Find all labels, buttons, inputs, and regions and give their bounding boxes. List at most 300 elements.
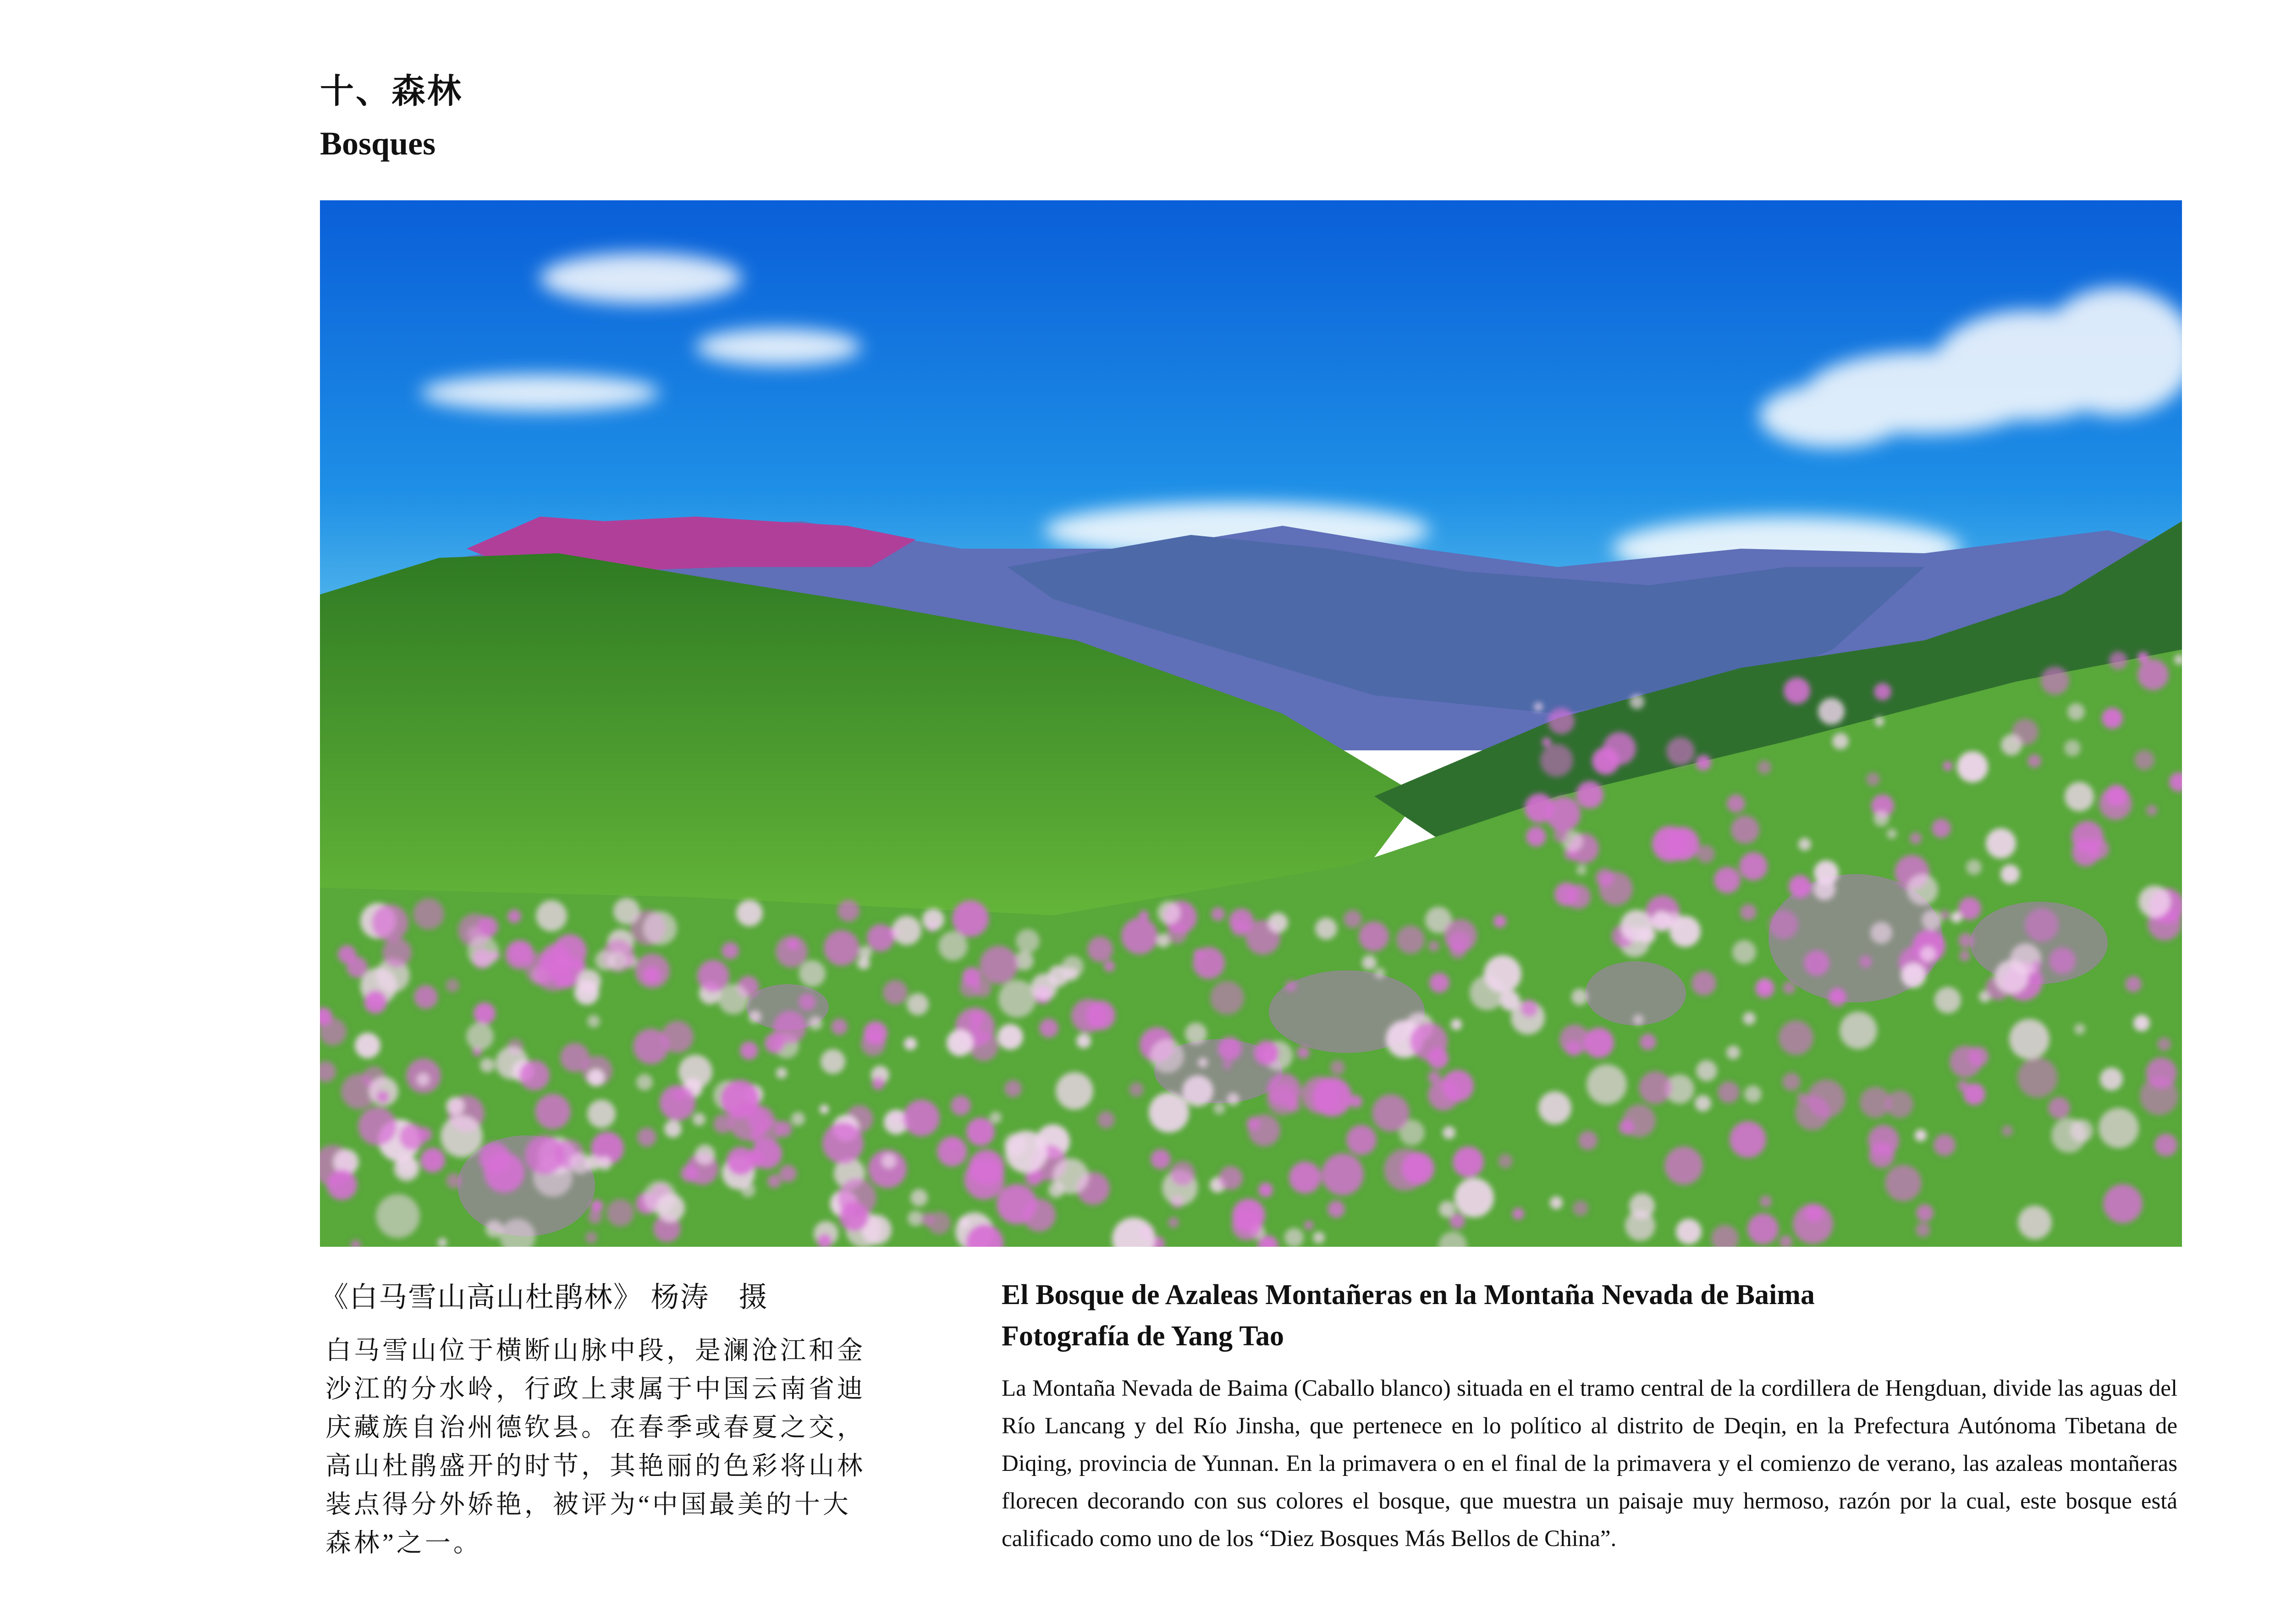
azalea-blossom [749,1010,761,1023]
azalea-blossom [480,1058,495,1073]
azalea-blossom [2072,839,2099,866]
azalea-blossom [951,1096,971,1116]
azalea-blossom [1779,1020,1813,1055]
azalea-blossom [1493,915,1506,928]
caption-title-chinese: 《白马雪山高山杜鹃林》 杨涛 摄 [320,1282,768,1313]
azalea-blossom [1268,913,1288,933]
azalea-blossom [1031,974,1058,1000]
azalea-blossom [2009,1019,2050,1059]
azalea-blossom [1374,968,1385,979]
azalea-blossom [635,953,670,988]
azalea-blossom [2133,1015,2150,1031]
azalea-blossom [1958,933,1974,948]
azalea-blossom [1548,708,1575,734]
azalea-blossom [1870,922,1892,944]
azalea-blossom [1521,1000,1538,1017]
azalea-blossom [397,1156,417,1176]
azalea-blossom [2000,864,2020,884]
azalea-blossom [779,1165,797,1182]
azalea-blossom [2138,886,2171,918]
azalea-blossom [1267,1084,1298,1115]
azalea-blossom [1633,1014,1644,1025]
azalea-blossom [585,1155,601,1171]
azalea-blossom [821,1049,845,1074]
azalea-blossom [588,1210,602,1224]
azalea-blossom [1149,1092,1189,1133]
azalea-blossom [1439,1201,1455,1217]
azalea-blossom [2157,1037,2171,1051]
azalea-blossom [2067,703,2085,721]
azalea-blossom [466,1023,494,1050]
azalea-blossom [1874,683,1891,700]
azalea-blossom [1718,1081,1740,1103]
azalea-blossom [1951,912,1962,923]
azalea-blossom [1744,1085,1762,1103]
azalea-blossom [831,1018,848,1035]
azalea-blossom [997,1184,1037,1224]
azalea-blossom [1920,946,1936,962]
azalea-blossom [892,916,921,945]
azalea-blossom [822,1123,864,1164]
caption-body-spanish: La Montaña Nevada de Baima (Caballo blanco) situada en el tramo central de la cordillera de Hengduan, divide las aguas del Río Lancang y del Río Jinsha, que pertenece en lo político al distrito de Deqin, en la Prefectura Autónoma Tibetana de Diqing, provincia de Yunnan. En la primavera o en el final de la primavera y el comienzo de verano, las azaleas montañeras florecen decorando con sus colores el bosque, que muestra un paisaje muy hermoso, razón por la cual, este bosque está calificado como uno de los “Diez Bosques Más Bellos de China”. [1002,1376,2177,1552]
azalea-blossom [820,1105,829,1114]
azalea-blossom [1297,1046,1310,1059]
azalea-blossom [535,953,573,991]
azalea-blossom [1907,874,1938,905]
azalea-mountain-landscape [320,200,2182,1247]
azalea-blossom [1887,829,1897,839]
azalea-blossom [872,1077,885,1090]
azalea-blossom [1401,1152,1434,1185]
azalea-blossom [695,1145,715,1165]
azalea-blossom [1783,981,1796,994]
azalea-blossom [1150,1039,1184,1073]
azalea-blossom [661,1021,694,1053]
azalea-blossom [1932,819,1951,838]
azalea-blossom [1629,1193,1655,1219]
azalea-blossom [1428,941,1439,952]
azalea-blossom [399,1123,426,1150]
azalea-blossom [980,946,1018,984]
azalea-blossom [1587,1064,1627,1105]
azalea-blossom [1004,1080,1022,1097]
azalea-blossom [1691,971,1716,996]
caption-line: 森林”之一。 [325,1529,482,1558]
azalea-blossom [1916,1204,1934,1222]
azalea-blossom [1554,828,1568,842]
azalea-blossom [1087,936,1113,962]
azalea-blossom [358,1107,397,1145]
azalea-blossom [1813,878,1835,900]
azalea-blossom [1747,1213,1779,1244]
azalea-blossom [799,960,826,987]
azalea-blossom [1546,797,1581,831]
azalea-blossom [1807,1079,1846,1118]
azalea-blossom [1873,811,1889,826]
azalea-blossom [1229,908,1254,933]
azalea-blossom [2103,1184,2143,1223]
azalea-blossom [1076,1034,1091,1048]
azalea-blossom [2146,1057,2177,1089]
azalea-blossom [903,1100,940,1136]
azalea-blossom [1064,967,1078,981]
azalea-blossom [519,1060,550,1090]
azalea-blossom [1016,929,1040,953]
azalea-blossom [882,1154,896,1168]
azalea-blossom [1542,738,1551,747]
azalea-blossom [1576,781,1603,809]
azalea-blossom [446,1097,464,1115]
azalea-blossom [1640,1034,1656,1050]
azalea-blossom [1571,989,1588,1005]
azalea-blossom [1258,1183,1273,1197]
azalea-blossom [1429,973,1449,993]
azalea-blossom [1139,910,1149,920]
azalea-blossom [1086,1001,1115,1030]
azalea-blossom [577,969,601,993]
azalea-blossom [824,930,860,966]
landscape-photo [320,200,2182,1247]
azalea-blossom [1793,1204,1833,1244]
azalea-blossom [1372,1094,1410,1132]
azalea-blossom [536,900,567,931]
azalea-blossom [2041,666,2069,695]
azalea-blossom [1740,904,1757,920]
azalea-blossom [773,1011,806,1044]
azalea-blossom [1167,924,1187,944]
azalea-blossom [1726,1046,1740,1059]
azalea-blossom [2065,782,2094,811]
azalea-blossom [2001,734,2022,755]
azalea-blossom [636,1074,653,1090]
caption-title-spanish: El Bosque de Azaleas Montañeras en la Montaña Nevada de Baima [1002,1279,1815,1310]
azalea-blossom [643,911,677,945]
azalea-blossom [1056,1072,1093,1110]
azalea-blossom [327,1170,357,1200]
azalea-blossom [960,977,980,997]
azalea-blossom [1453,1146,1484,1178]
azalea-blossom [920,1212,934,1226]
azalea-blossom [809,1016,822,1030]
azalea-blossom [1053,1158,1089,1194]
azalea-blossom [507,909,521,923]
azalea-blossom [413,898,444,930]
azalea-blossom [1739,852,1768,881]
azalea-blossom [2010,943,2041,974]
azalea-blossom [1129,1082,1144,1097]
azalea-blossom [1818,698,1845,725]
azalea-blossom [1550,1196,1563,1209]
azalea-blossom [382,938,412,967]
azalea-blossom [2102,708,2123,729]
azalea-blossom [525,1135,564,1175]
azalea-blossom [997,1024,1023,1050]
azalea-blossom [1232,1210,1262,1240]
azalea-blossom [1566,884,1591,909]
azalea-blossom [1170,1161,1195,1186]
azalea-blossom [678,1055,712,1089]
azalea-blossom [740,1041,758,1060]
azalea-blossom [1213,1102,1225,1114]
azalea-blossom [637,1128,656,1147]
azalea-blossom [1866,772,1880,786]
caption-body-chinese [325,1332,869,1563]
azalea-blossom [1344,910,1362,928]
azalea-blossom [2134,750,2154,770]
azalea-blossom [1758,760,1771,774]
azalea-blossom [1442,1070,1474,1102]
azalea-blossom [1832,988,1844,1000]
azalea-blossom [1943,761,1952,771]
azalea-blossom [1797,1092,1807,1102]
azalea-blossom [1743,1012,1756,1025]
azalea-blossom [1248,1114,1280,1146]
azalea-blossom [656,1194,685,1222]
caption-line: 高山杜鹃盛开的时节，其艳丽的色彩将山林 [325,1452,865,1481]
azalea-blossom [1901,963,1926,988]
azalea-blossom [799,993,816,1011]
section-title-chinese: 十、森林 [320,73,463,110]
azalea-blossom [969,1032,998,1061]
azalea-blossom [990,1112,1002,1123]
azalea-blossom [1210,981,1244,1015]
azalea-blossom [1005,1131,1047,1173]
azalea-blossom [1959,950,1970,961]
azalea-blossom [1784,677,1810,704]
azalea-blossom [1789,875,1812,898]
azalea-blossom [1697,845,1715,863]
azalea-blossom [1498,1154,1513,1168]
azalea-blossom [1121,918,1158,954]
azalea-blossom [1630,694,1644,709]
azalea-blossom [376,1090,389,1103]
azalea-blossom [1322,1153,1364,1195]
azalea-blossom [1957,751,1988,782]
azalea-blossom [414,985,438,1009]
azalea-blossom [2099,1108,2139,1148]
azalea-blossom [1804,950,1829,976]
azalea-blossom [1578,1131,1598,1150]
azalea-blossom [1934,987,1961,1013]
azalea-blossom [1193,947,1225,979]
azalea-blossom [857,957,870,969]
azalea-blossom [1732,940,1756,964]
azalea-blossom [776,936,808,968]
azalea-blossom [2051,1118,2086,1153]
azalea-blossom [907,993,929,1015]
azalea-blossom [1727,794,1745,813]
azalea-blossom [736,900,763,926]
azalea-blossom [1198,1057,1208,1068]
azalea-blossom [1540,744,1573,777]
azalea-blossom [2049,947,2076,974]
azalea-blossom [681,1165,698,1182]
azalea-blossom [1576,865,1587,875]
azalea-blossom [1285,980,1297,992]
azalea-blossom [1596,869,1614,887]
azalea-blossom [587,1100,616,1128]
azalea-blossom [364,991,387,1013]
azalea-blossom [441,1115,483,1157]
azalea-blossom [1696,755,1711,771]
azalea-blossom [485,1220,503,1238]
caption-line: 沙江的分水岭，行政上隶属于中国云南省迪 [325,1375,865,1404]
azalea-blossom [1676,1219,1702,1244]
azalea-blossom [722,942,739,959]
caption-line: 白马雪山位于横断山脉中段，是澜沧江和金 [325,1337,865,1365]
azalea-blossom [1832,733,1849,749]
azalea-blossom [952,900,989,937]
azalea-blossom [1315,918,1337,940]
photo-credit-spanish: Fotografía de Yang Tao [1002,1321,1284,1352]
azalea-blossom [2138,659,2169,690]
azalea-blossom [1859,955,1872,968]
azalea-blossom [2109,651,2127,670]
azalea-blossom [1362,955,1377,970]
azalea-blossom [1669,916,1701,947]
azalea-blossom [1664,1146,1703,1185]
azalea-blossom [1219,1166,1243,1190]
azalea-blossom [2002,1125,2013,1136]
azalea-blossom [1289,1162,1321,1194]
azalea-blossom [697,960,729,992]
azalea-blossom [2100,1068,2123,1090]
azalea-blossom [446,979,459,992]
azalea-blossom [2018,1206,2052,1239]
azalea-blossom [606,1199,634,1227]
azalea-blossom [767,1174,781,1188]
azalea-blossom [1157,901,1180,924]
azalea-blossom [864,1021,887,1045]
azalea-blossom [479,1142,510,1173]
azalea-blossom [1782,1073,1801,1091]
azalea-blossom [372,904,408,941]
azalea-blossom [837,900,860,922]
azalea-blossom [1304,1221,1313,1230]
azalea-blossom [417,1073,430,1086]
azalea-blossom [1211,907,1225,921]
azalea-blossom [1875,717,1884,726]
azalea-blossom [1359,921,1389,952]
azalea-blossom [535,1094,571,1129]
azalea-blossom [1223,1060,1232,1069]
azalea-blossom [347,957,368,978]
azalea-blossom [585,1232,597,1244]
azalea-blossom [904,1037,917,1050]
azalea-blossom [727,1147,755,1175]
azalea-blossom [1512,1208,1524,1220]
azalea-blossom [1151,1149,1171,1169]
azalea-blossom [1218,1037,1242,1061]
azalea-blossom [1455,1178,1494,1217]
azalea-blossom [1910,832,1922,844]
azalea-blossom [1619,1119,1634,1135]
azalea-blossom [2028,754,2041,768]
azalea-blossom [587,1015,600,1028]
azalea-blossom [420,1148,445,1173]
azalea-blossom [1526,826,1546,847]
azalea-blossom [1966,859,1982,875]
azalea-blossom [664,1120,682,1138]
azalea-blossom [752,1139,782,1169]
azalea-blossom [713,1114,733,1134]
azalea-blossom [1986,828,2016,859]
azalea-blossom [1312,1077,1352,1117]
azalea-blossom [1695,1095,1711,1112]
azalea-blossom [867,924,894,952]
azalea-blossom [1573,1200,1588,1216]
azalea-blossom [1346,1125,1377,1155]
azalea-blossom [938,931,968,961]
azalea-blossom [937,1136,967,1167]
azalea-blossom [1963,1083,1985,1105]
azalea-blossom [587,1069,605,1086]
azalea-blossom [613,898,640,925]
caption-line: 庆藏族自治州德钦县。在春季或春夏之交， [325,1414,865,1442]
azalea-blossom [910,1189,928,1206]
azalea-blossom [1470,975,1504,1010]
azalea-blossom [2125,976,2142,992]
azalea-blossom [1714,867,1741,893]
azalea-blossom [1566,1040,1581,1056]
azalea-blossom [1410,1023,1448,1060]
azalea-blossom [1840,1012,1877,1049]
azalea-blossom [2025,908,2059,942]
azalea-blossom [1760,1195,1772,1207]
azalea-blossom [1284,1228,1304,1247]
azalea-blossom [1916,1222,1930,1237]
azalea-blossom [1666,737,1695,765]
azalea-blossom [1652,826,1688,862]
azalea-blossom [1039,1018,1058,1038]
azalea-blossom [1915,1129,1927,1141]
azalea-blossom [966,1118,995,1146]
azalea-blossom [2146,805,2157,816]
azalea-blossom [1620,910,1653,942]
azalea-blossom [1652,911,1672,931]
azalea-blossom [721,1080,759,1118]
section-title-spanish: Bosques [320,125,436,162]
azalea-blossom [1868,1125,1899,1156]
azalea-blossom [573,959,586,972]
azalea-blossom [1328,1200,1345,1218]
azalea-blossom [2154,1134,2177,1156]
azalea-blossom [1731,815,1759,844]
azalea-blossom [1769,910,1798,939]
azalea-blossom [2017,1057,2058,1098]
azalea-blossom [2099,787,2132,820]
azalea-blossom [776,1068,787,1079]
azalea-blossom [1755,979,1774,998]
azalea-blossom [1934,1134,1956,1156]
azalea-blossom [474,1002,496,1024]
azalea-blossom [839,1202,869,1231]
azalea-blossom [1603,732,1636,765]
azalea-blossom [1860,1087,1891,1118]
azalea-blossom [1227,1093,1240,1106]
azalea-blossom [1696,1060,1717,1081]
azalea-blossom [1451,1019,1462,1030]
azalea-blossom [2048,1097,2070,1119]
azalea-blossom [1443,1126,1455,1139]
azalea-blossom [1730,1121,1766,1158]
azalea-blossom [446,1173,462,1189]
azalea-blossom [1639,1071,1672,1104]
azalea-blossom [1182,1075,1213,1107]
azalea-blossom [1313,1232,1325,1244]
azalea-blossom [947,1029,973,1056]
azalea-blossom [1330,1060,1345,1075]
